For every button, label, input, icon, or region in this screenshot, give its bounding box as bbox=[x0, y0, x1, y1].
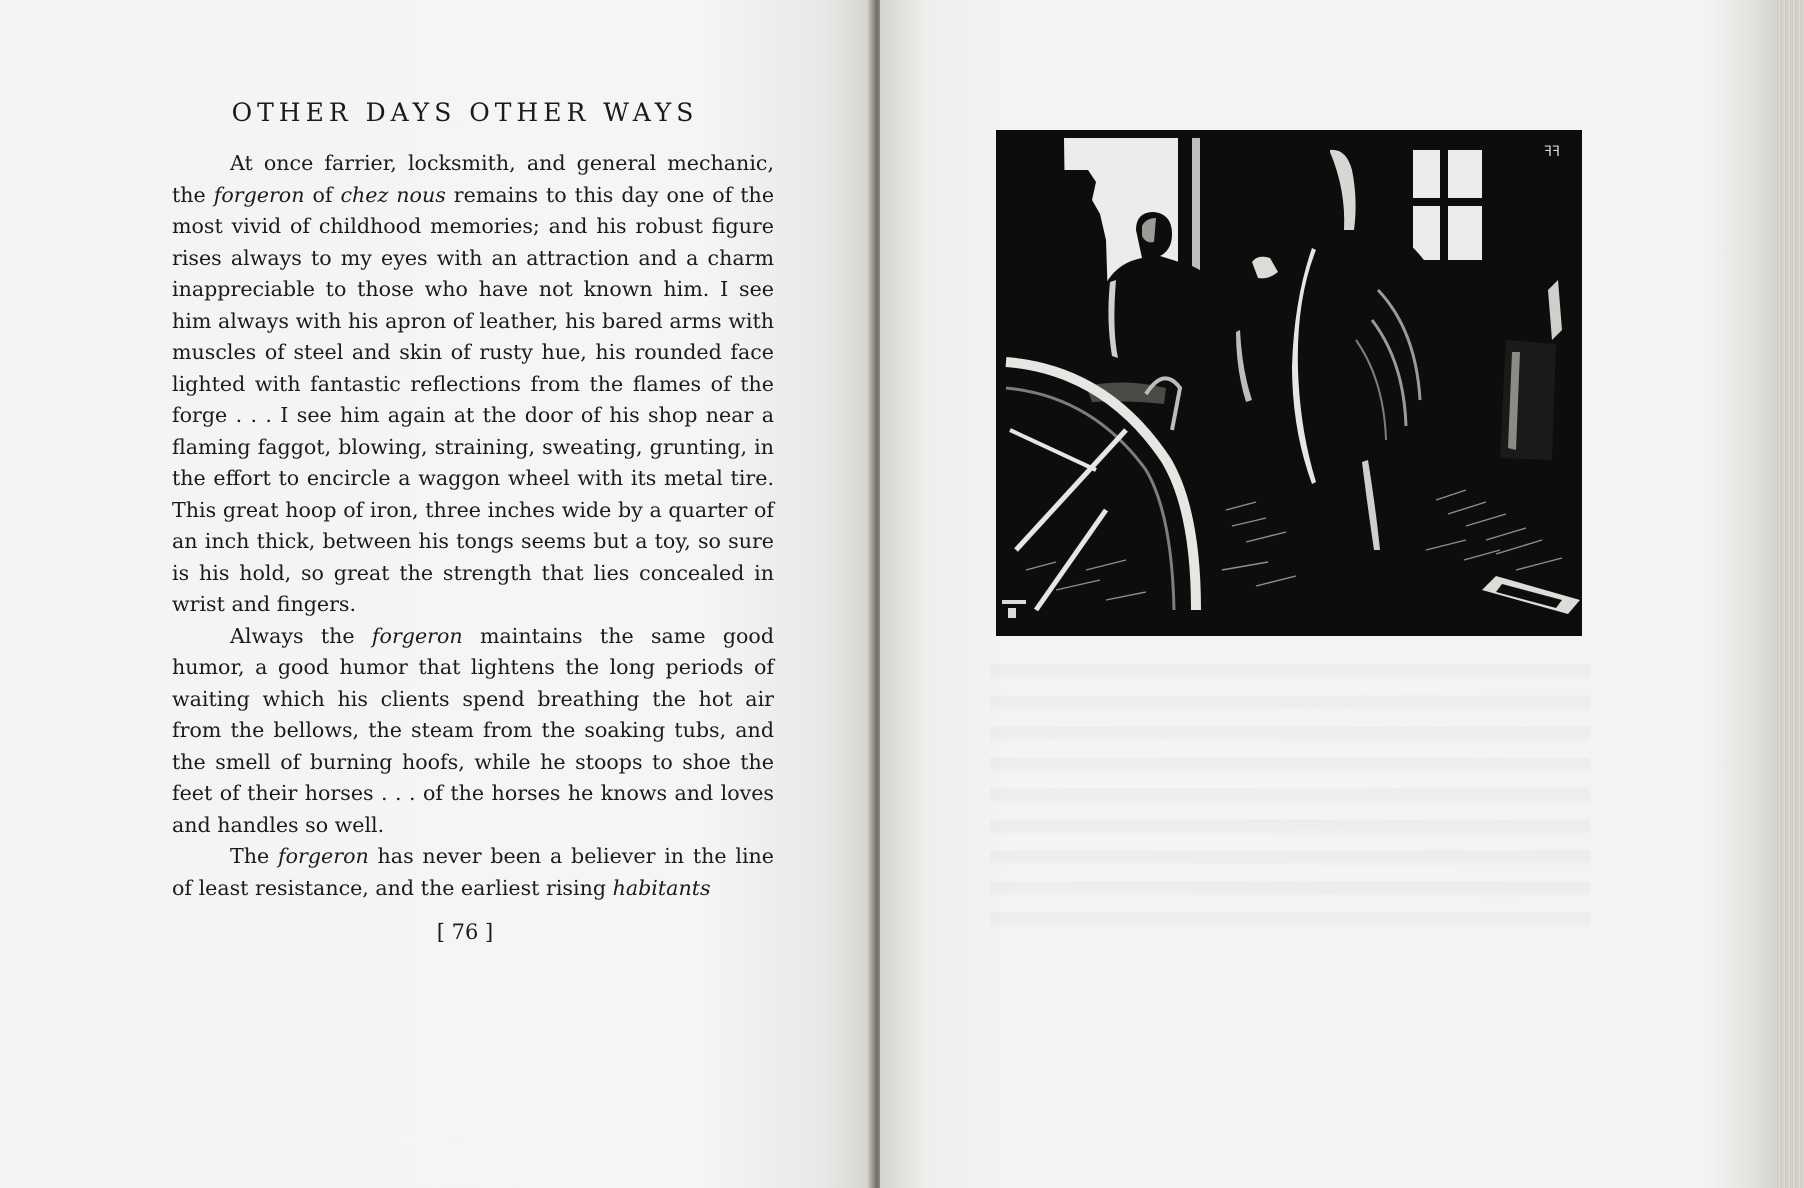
paragraph-1 bbox=[172, 148, 774, 621]
text-run: maintains the same good humor, a good humor that lightens the long periods of waiting which his clients spend breathing the hot air from the bellows, the steam from the soaking tubs, and the smell of burning hoofs, while he stoops to shoe the feet of their horses . . . of the horses he knows and loves and handles so well. bbox=[172, 623, 774, 837]
italic-run: forgeron bbox=[277, 844, 369, 868]
italic-run: chez nous bbox=[340, 182, 446, 207]
window-icon bbox=[1408, 150, 1482, 260]
woodcut-illustration bbox=[996, 130, 1582, 636]
running-head: OTHER DAYS OTHER WAYS bbox=[231, 98, 699, 127]
paragraph-3 bbox=[172, 841, 774, 904]
italic-run: forgeron bbox=[213, 182, 305, 207]
page-edges bbox=[1776, 0, 1804, 1188]
text-run: At once farrier, locksmith, and general mechanic, the bbox=[172, 151, 774, 207]
body-text bbox=[172, 148, 774, 904]
left-page bbox=[0, 0, 878, 1188]
floor-mark bbox=[1002, 600, 1026, 604]
italic-run: habitants bbox=[612, 875, 711, 900]
paragraph-2 bbox=[172, 621, 774, 842]
text-run: The bbox=[230, 844, 278, 868]
page-number: [ 76 ] bbox=[436, 920, 494, 944]
text-run: Always the bbox=[230, 623, 372, 648]
floor-mark bbox=[1008, 608, 1016, 618]
text-run: of bbox=[304, 182, 341, 207]
artist-monogram: ꟻꟻ bbox=[1544, 144, 1561, 160]
show-through-text bbox=[990, 650, 1590, 930]
italic-run: forgeron bbox=[371, 623, 463, 648]
text-run: remains to this day one of the most vivid of childhood memories; and his robust figure rises always to my eyes with an attraction and a charm inappreciable to those who have not known him. I see him always with his apron of leather, his bared arms with muscles of steel and skin of rusty hue, his rounded face lighted with fantastic reflections from the flames of the forge . . . I see him again at the door of his shop near a flaming faggot, blowing, straining, sweating, grunting, in the effort to encircle a waggon wheel with its metal tire. This great hoop of iron, three inches wide by a quarter of an inch thick, between his tongs seems but a toy, so sure is his hold, so great the strength that lies concealed in wrist and fingers. bbox=[172, 182, 775, 616]
text-run: has never been a believer in the line of least resistance, and the earliest rising bbox=[172, 844, 774, 900]
